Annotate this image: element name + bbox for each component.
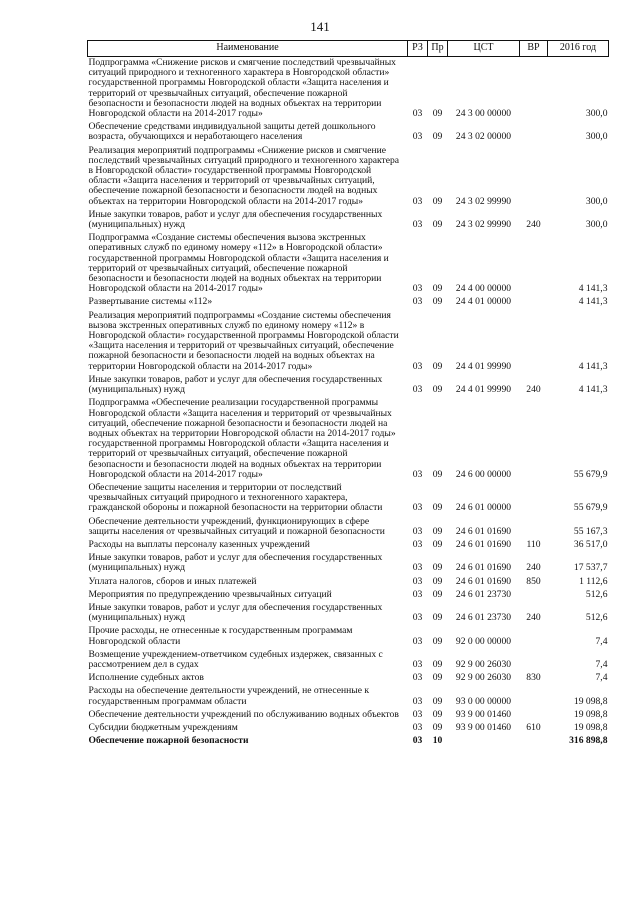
row-name-cell: Субсидии бюджетным учреждениям [88,721,238,733]
row-cst-cell: 92 9 00 26030 [455,672,512,684]
row-vr-cell [520,397,548,482]
row-vr-cell [520,121,548,144]
row-pr-cell: 09 [432,672,443,684]
row-pr-cell: 09 [432,384,443,396]
row-pr-cell: 09 [432,562,443,574]
row-vr-cell [520,735,548,748]
row-amount-cell: 19 098,8 [573,695,608,707]
table-row [88,589,609,602]
row-name-cell: Обеспечение защиты населения и территории от последствий чрезвычайных ситуаций природного и техногенного характера, гражданской обороны и пожарной безопасности на территории области [88,481,383,514]
row-rz-cell: 03 [412,296,423,308]
row-amount-cell: 4 141,3 [578,360,608,372]
row-rz-cell: 03 [412,384,423,396]
row-cst-cell: 24 4 01 99990 [455,360,512,372]
row-rz-cell: 03 [412,735,423,747]
table-row [88,374,609,397]
row-name-cell: Иные закупки товаров, работ и услуг для обеспечения государственных (муниципальных) нужд [88,373,383,396]
row-cst-cell: 92 0 00 00000 [455,635,512,647]
row-pr-cell: 09 [432,635,443,647]
row-cst-cell: 93 9 00 01460 [455,708,512,720]
row-amount-cell: 300,0 [585,219,608,231]
row-rz-cell: 03 [412,588,423,600]
row-cst-cell: 24 6 01 23730 [455,588,512,600]
row-name-cell: Уплата налогов, сборов и иных платежей [88,575,257,587]
row-name-cell: Реализация мероприятий подпрограммы «Создание системы обеспечения вызова экстренных оперативных служб по единому номеру «112» в Новгородской области» государственной программы Новгородской области «Защита населения и территорий от чрезвычайных ситуаций, обеспечение пожарной безопасности и безопасности людей на водных объектах на территории Новгородской области на 2014-2017 годы» [88,309,399,372]
row-vr-cell: 110 [526,538,541,550]
row-name-cell: Иные закупки товаров, работ и услуг для обеспечения государственных (муниципальных) нужд [88,208,383,231]
row-name-cell: Подпрограмма «Снижение рисков и смягчение последствий чрезвычайных ситуаций природного и техногенного характера в Новгородской области» государственной программы Новгородской области «Защита населения и территорий от чрезвычайных ситуаций, обеспечение пожарной безопасности и безопасности людей на водных объектах на территории Новгородской области на 2014-2017 годы» [88,57,396,120]
row-cst-cell: 92 9 00 26030 [455,658,512,670]
row-vr-cell [520,145,548,209]
row-amount-cell: 1 112,6 [579,575,608,587]
row-rz-cell: 03 [412,562,423,574]
row-amount-cell: 7,4 [595,672,608,684]
header-cst: ЦСТ [448,41,520,57]
row-vr-cell: 610 [526,721,541,733]
row-pr-cell: 09 [432,283,443,295]
row-rz-cell: 03 [412,612,423,624]
row-amount-cell: 512,6 [585,612,608,624]
row-name-cell: Расходы на обеспечение деятельности учреждений, не отнесенные к государственным программам области [88,685,370,707]
row-name-cell: Иные закупки товаров, работ и услуг для обеспечения государственных (муниципальных) нужд [88,601,383,624]
row-pr-cell: 09 [432,695,443,707]
table-row [88,121,609,144]
row-pr-cell: 09 [432,708,443,720]
row-pr-cell: 09 [432,525,443,537]
row-name-cell: Обеспечение деятельности учреждений по обслуживанию водных объектов [88,708,399,720]
row-name-cell: Мероприятия по предупреждению чрезвычайных ситуаций [88,588,332,600]
row-cst-cell: 93 0 00 00000 [455,695,512,707]
row-amount-cell: 4 141,3 [578,384,608,396]
table-row [88,539,609,552]
row-rz-cell: 03 [412,360,423,372]
header-rz: РЗ [408,41,428,57]
row-amount-cell: 4 141,3 [578,283,608,295]
row-cst-cell: 24 6 01 01690 [455,538,512,550]
row-cst-cell: 24 3 00 00000 [455,108,512,120]
row-amount-cell: 7,4 [595,658,608,670]
budget-table [87,40,609,748]
row-amount-cell: 55 679,9 [573,502,608,514]
row-pr-cell: 09 [432,468,443,480]
row-cst-cell: 24 6 01 01690 [455,525,512,537]
row-vr-cell: 830 [526,672,541,684]
row-vr-cell: 850 [526,575,541,587]
row-amount-cell: 7,4 [595,635,608,647]
row-amount-cell: 4 141,3 [578,296,608,308]
row-vr-cell [520,57,548,122]
table-row [88,232,609,296]
table-row [88,296,609,309]
table-row [88,209,609,232]
header-vr: ВР [520,41,548,57]
row-vr-cell [520,685,548,708]
row-amount-cell: 316 898,8 [569,735,608,747]
row-cst-cell: 24 6 01 00000 [455,502,512,514]
table-row [88,625,609,648]
row-cst-cell: 24 6 01 01690 [455,562,512,574]
row-rz-cell: 03 [412,672,423,684]
row-rz-cell: 03 [412,575,423,587]
row-amount-cell: 55 167,3 [573,525,608,537]
table-row [88,602,609,625]
table-row [88,722,609,735]
row-rz-cell: 03 [412,108,423,120]
row-amount-cell: 19 098,8 [573,721,608,733]
row-cst-cell: 24 6 01 01690 [455,575,512,587]
table-row [88,685,609,708]
row-vr-cell [520,310,548,374]
row-pr-cell: 09 [432,575,443,587]
header-pr: Пр [428,41,448,57]
row-name-cell: Прочие расходы, не отнесенные к государственным программам Новгородской области [88,625,353,647]
row-pr-cell: 09 [432,195,443,207]
row-rz-cell: 03 [412,283,423,295]
row-name-cell: Развертывание системы «112» [88,296,213,308]
page-number: 141 [310,19,330,34]
table-row [88,709,609,722]
row-vr-cell [520,516,548,539]
header-name: Наименование [88,41,408,57]
row-cst-cell: 24 4 00 00000 [455,283,512,295]
table-row [88,397,609,482]
row-rz-cell: 03 [412,195,423,207]
row-amount-cell: 300,0 [585,131,608,143]
row-pr-cell: 09 [432,721,443,733]
row-amount-cell: 300,0 [585,108,608,120]
row-vr-cell: 240 [526,612,541,624]
row-pr-cell: 10 [432,735,443,747]
row-cst-cell: 24 3 02 99990 [455,219,512,231]
row-pr-cell: 09 [432,588,443,600]
row-cst-cell: 93 9 00 01460 [455,721,512,733]
row-cst-cell: 24 6 00 00000 [455,468,512,480]
row-name-cell: Иные закупки товаров, работ и услуг для обеспечения государственных (муниципальных) нужд [88,552,383,574]
header-year: 2016 год [548,41,609,57]
row-rz-cell: 03 [412,635,423,647]
table-row [88,516,609,539]
row-vr-cell [520,589,548,602]
row-rz-cell: 03 [412,721,423,733]
row-pr-cell: 09 [432,612,443,624]
row-rz-cell: 03 [412,219,423,231]
row-rz-cell: 03 [412,538,423,550]
table-row [88,649,609,672]
row-vr-cell [520,709,548,722]
table-row [88,576,609,589]
row-amount-cell: 36 517,0 [573,538,608,550]
row-vr-cell: 240 [526,219,541,231]
row-pr-cell: 09 [432,502,443,514]
table-header-row [88,41,609,57]
row-name-cell: Обеспечение деятельности учреждений, функционирующих в сфере защиты населения от чрезвычайных ситуаций и пожарной безопасности [88,515,385,537]
table-row [88,735,609,748]
table-row [88,482,609,516]
row-vr-cell [520,482,548,516]
row-cst-cell: 24 4 01 00000 [455,296,512,308]
row-rz-cell: 03 [412,468,423,480]
row-vr-cell: 240 [526,384,541,396]
row-name-cell: Подпрограмма «Создание системы обеспечения вызова экстренных оперативных служб по единому номеру «112» в Новгородской области» государственной программы Новгородской области «Защита населения и территорий от чрезвычайных ситуаций, обеспечение пожарной безопасности и безопасности людей на водных объектах на территории Новгородской области на 2014-2017 годы» [88,232,389,295]
row-rz-cell: 03 [412,658,423,670]
row-pr-cell: 09 [432,131,443,143]
row-vr-cell [520,232,548,296]
row-rz-cell: 03 [412,131,423,143]
row-vr-cell [520,625,548,648]
row-name-cell: Расходы на выплаты персоналу казенных учреждений [88,538,310,550]
table-row [88,57,609,122]
row-name-cell: Исполнение судебных актов [88,672,204,684]
row-name-cell: Реализация мероприятий подпрограммы «Снижение рисков и смягчение последствий чрезвычайных ситуаций природного и техногенного характера в Новгородской области» государственной программы Новгородской области «Защита населения и территорий от чрезвычайных ситуаций, обеспечение пожарной безопасности и безопасности людей на водных объектах на территории Новгородской области на 2014-2017 годы» [88,144,400,207]
row-pr-cell: 09 [432,538,443,550]
row-amount-cell: 55 679,9 [573,468,608,480]
table-row [88,672,609,685]
row-cst-cell: 24 3 02 99990 [455,195,512,207]
row-vr-cell [520,296,548,309]
table-row [88,552,609,575]
table-row [88,310,609,374]
row-cst-cell: 24 4 01 99990 [455,384,512,396]
row-pr-cell: 09 [432,658,443,670]
row-name-cell: Обеспечение средствами индивидуальной защиты детей дошкольного возраста, обучающихся и неработающего населения [88,121,376,143]
row-pr-cell: 09 [432,360,443,372]
row-cst-cell [448,735,520,748]
row-amount-cell: 300,0 [585,195,608,207]
row-rz-cell: 03 [412,708,423,720]
row-name-cell: Подпрограмма «Обеспечение реализации государственной программы Новгородской области «Защита населения и территорий от чрезвычайных ситуаций, обеспечение пожарной безопасности и безопасности людей на водных объектах на территории Новгородской области на 2014-2017 годы» государственной программы Новгородской области «Защита населения и территорий от чрезвычайных ситуаций, обеспечение пожарной безопасности и безопасности людей на водных объектах на территории Новгородской области на 2014-2017 годы» [88,397,396,480]
row-amount-cell: 19 098,8 [573,708,608,720]
row-rz-cell: 03 [412,695,423,707]
row-name-cell: Обеспечение пожарной безопасности [88,735,249,747]
row-rz-cell: 03 [412,525,423,537]
row-pr-cell: 09 [432,219,443,231]
table-body [88,57,609,749]
row-cst-cell: 24 6 01 23730 [455,612,512,624]
table-row [88,145,609,209]
row-vr-cell [520,649,548,672]
row-pr-cell: 09 [432,108,443,120]
row-amount-cell: 512,6 [585,588,608,600]
row-amount-cell: 17 537,7 [573,562,608,574]
row-pr-cell: 09 [432,296,443,308]
row-name-cell: Возмещение учреждением-ответчиком судебных издержек, связанных с рассмотрением дел в судах [88,648,383,670]
row-cst-cell: 24 3 02 00000 [455,131,512,143]
row-vr-cell: 240 [526,562,541,574]
row-rz-cell: 03 [412,502,423,514]
